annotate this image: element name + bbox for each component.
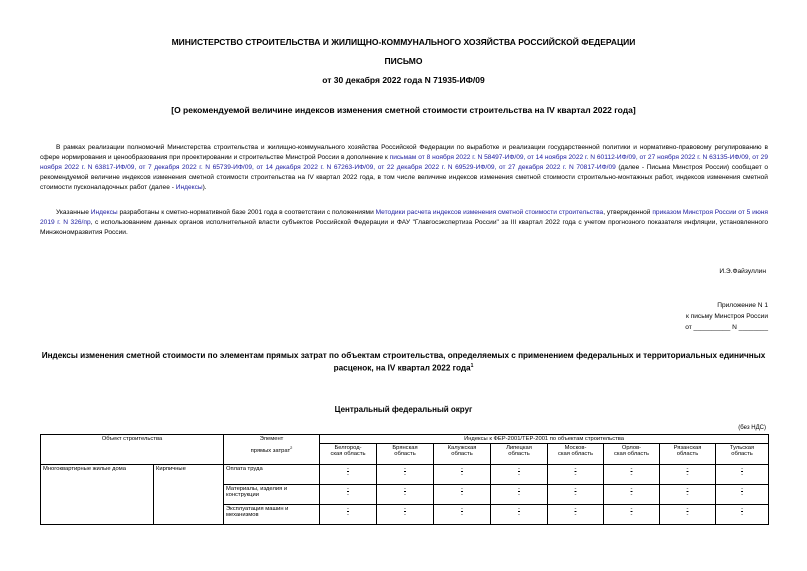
region-line2: ская область — [330, 451, 366, 457]
vat-note: (без НДС) — [738, 425, 766, 431]
document-type: ПИСЬМО — [384, 56, 423, 66]
value-bottom: - — [461, 472, 463, 478]
value-cell — [491, 485, 548, 505]
appendix-title: Приложение N 1 — [717, 302, 768, 309]
value-bottom: - — [574, 512, 577, 518]
value-top-text: - — [630, 506, 633, 512]
value-top-text: - — [630, 486, 633, 492]
value-top-text: - — [404, 506, 406, 512]
value-bottom: - — [461, 512, 463, 518]
value-top-text: - — [347, 466, 349, 472]
region-line1: Рязанская — [673, 445, 702, 451]
value-top-text: - — [630, 466, 633, 472]
region-line1: Тульская — [729, 445, 755, 451]
value-cell — [377, 465, 434, 485]
value-cell — [660, 485, 716, 505]
indices-table — [40, 434, 769, 525]
value-top-text: - — [461, 466, 463, 472]
value-bottom: - — [686, 512, 689, 518]
header-element-line2 — [226, 445, 317, 454]
value-top-text: - — [404, 486, 406, 492]
ministry-name: МИНИСТЕРСТВО СТРОИТЕЛЬСТВА И ЖИЛИЩНО-КОММУНАЛЬНОГО ХОЗЯЙСТВА РОССИЙСКОЙ ФЕДЕРАЦИИ — [171, 37, 636, 47]
value-bottom: - — [518, 492, 520, 498]
region-line1: Орлов- — [621, 445, 642, 451]
value-cell — [320, 485, 377, 505]
value-bottom: - — [347, 472, 349, 478]
value-cell — [320, 465, 377, 485]
appendix-block — [560, 300, 768, 333]
value-top-text: - — [347, 506, 349, 512]
value-top-text: - — [741, 486, 743, 492]
value-bottom: - — [741, 492, 743, 498]
link-order[interactable]: приказом Минстроя России от 5 июня 2019 г. N 326/пр — [40, 209, 769, 226]
value-cell — [660, 465, 716, 485]
header-region — [548, 444, 604, 465]
object-type-cell: Кирпичные — [154, 465, 224, 525]
value-top-text: - — [518, 486, 520, 492]
district-title: Центральный федеральный округ — [334, 405, 473, 414]
value-cell — [716, 465, 769, 485]
value-bottom: - — [404, 472, 406, 478]
value-cell — [548, 505, 604, 525]
element-cell: Оплата труда — [224, 465, 320, 485]
value-top-text: - — [461, 486, 463, 492]
paragraph-2-text-a: Указанные — [56, 209, 91, 216]
region-line1: Брянская — [392, 445, 418, 451]
value-bottom: - — [404, 512, 406, 518]
value-top-text: - — [686, 506, 689, 512]
value-bottom: - — [630, 472, 633, 478]
value-cell — [604, 505, 660, 525]
value-bottom: - — [630, 492, 633, 498]
header-region — [660, 444, 716, 465]
value-top-text: - — [686, 466, 689, 472]
value-top-text: - — [404, 466, 406, 472]
value-cell — [660, 505, 716, 525]
region-line2: область — [731, 451, 753, 457]
value-top-text: - — [686, 486, 689, 492]
header-region — [604, 444, 660, 465]
link-indices-2[interactable]: Индексы — [90, 209, 118, 216]
value-bottom: - — [518, 512, 520, 518]
value-cell — [548, 485, 604, 505]
value-top-text: - — [347, 486, 349, 492]
paragraph-1 — [40, 143, 768, 193]
value-cell — [377, 505, 434, 525]
value-top-text: - — [461, 506, 463, 512]
table-title-text: Индексы изменения сметной стоимости по элементам прямых затрат по объектам строительства, определяемых с применением федеральных и территориальных единичных расценок, на IV квартал 2022 года — [41, 351, 766, 373]
value-bottom: - — [574, 492, 577, 498]
value-top-text: - — [518, 506, 520, 512]
header-region — [716, 444, 769, 465]
value-cell — [604, 465, 660, 485]
header-element-line2-text: прямых затрат — [250, 447, 291, 454]
value-bottom: - — [518, 472, 520, 478]
paragraph-1-text-b: (далее - Письма Минстроя России) сообщает о рекомендуемой величине индексов изменения сметной стоимости строительства на IV квартал 2022 года, в том числе величине индексов изменения сметной стоимости строительно-монтажных работ, индексов изменения сметной стоимости пусконаладочных работ (далее - — [40, 164, 768, 191]
header-region — [434, 444, 491, 465]
appendix-ref: к письму Минстроя России — [685, 313, 768, 320]
value-cell — [716, 485, 769, 505]
region-line1: Калужская — [447, 445, 477, 451]
table-title-footnote-mark: 1 — [470, 363, 474, 369]
region-line2: область — [394, 451, 416, 457]
value-bottom: - — [404, 492, 406, 498]
link-methodology[interactable]: Методики расчета индексов изменения сметной стоимости строительства — [375, 209, 604, 216]
region-line1: Белгород- — [334, 445, 362, 451]
signature: И.Э.Файзуллин — [719, 268, 766, 275]
value-bottom: - — [347, 512, 349, 518]
value-cell — [604, 485, 660, 505]
element-cell: Эксплуатация машин и механизмов — [224, 505, 320, 525]
value-top-text: - — [574, 486, 577, 492]
paragraph-1-text-c: ). — [202, 184, 207, 191]
document-date-number: от 30 декабря 2022 года N 71935-ИФ/09 — [322, 75, 485, 85]
value-cell — [434, 485, 491, 505]
value-bottom: - — [741, 472, 743, 478]
value-top-text: - — [741, 466, 743, 472]
value-cell — [716, 505, 769, 525]
table-row — [41, 465, 769, 485]
value-cell — [320, 505, 377, 525]
value-bottom: - — [686, 472, 689, 478]
document-subject: [О рекомендуемой величине индексов изменения сметной стоимости строительства на IV квартал 2022 года] — [171, 105, 636, 115]
region-line2: ская область — [614, 451, 649, 457]
region-line1: Липецкая — [506, 445, 532, 451]
table-title — [30, 350, 777, 374]
value-cell — [434, 505, 491, 525]
header-region — [320, 444, 377, 465]
header-element-line1: Элемент — [259, 436, 284, 442]
value-top-text: - — [574, 506, 577, 512]
object-name-cell: Многоквартирные жилые дома — [41, 465, 154, 525]
header-region — [377, 444, 434, 465]
paragraph-2-text-d: , с использованием данных органов исполнительной власти субъектов Российской Федерации и ФАУ "Главгосэкспертиза России" за III квартал 2022 года с учетом прогнозного показателя инфляции, установленного Минэкономразвития России. — [40, 219, 768, 236]
header-object: Объект строительства — [41, 435, 224, 465]
value-bottom: - — [630, 512, 633, 518]
link-indices[interactable]: Индексы — [175, 184, 203, 191]
header-element-footnote-mark: 2 — [290, 445, 293, 450]
paragraph-1-text-a: В рамках реализации полномочий Министерства строительства и жилищно-коммунального хозяйства Российской Федерации по выработке и реализации государственной политики и нормативно-правовому регулированию в сфере нормирования и ценообразования при проектировании и строительстве Минстрой России в дополнение к — [40, 144, 768, 161]
paragraph-2 — [40, 208, 768, 238]
paragraph-2-text-c: , утвержденной — [603, 209, 653, 216]
value-top-text: - — [574, 466, 577, 472]
element-cell: Материалы, изделия и конструкции — [224, 485, 320, 505]
link-previous-letters[interactable]: письмам от 8 ноября 2022 г. N 58497-ИФ/09, от 14 ноября 2022 г. N 60112-ИФ/09, от 27 ноября 2022 г. N 63135-ИФ/09, от 29 ноября 2022 г. N 63817-ИФ/09, от 7 декабря 2022 г. N 65739-ИФ/09, от 14 декабря 2022 г. N 67263-ИФ/09, от 22 декабря 2022 г. N 69529-ИФ/09, от 27 декабря 2022 г. N 70817-ИФ/09 — [40, 154, 768, 171]
header-indices: Индексы к ФЕР-2001/ТЕР-2001 по объектам строительства — [320, 435, 769, 444]
header-element — [224, 435, 320, 465]
header-region — [491, 444, 548, 465]
value-bottom: - — [741, 512, 743, 518]
value-cell — [491, 505, 548, 525]
value-bottom: - — [461, 492, 463, 498]
value-bottom: - — [574, 472, 577, 478]
region-line2: ская область — [558, 451, 593, 457]
value-bottom: - — [347, 492, 349, 498]
region-line2: область — [451, 451, 473, 457]
appendix-date-number: от __________ N ________ — [685, 324, 768, 331]
region-line1: Москов- — [564, 445, 587, 451]
region-line2: область — [676, 451, 699, 457]
value-cell — [377, 485, 434, 505]
value-top-text: - — [518, 466, 520, 472]
region-line2: область — [508, 451, 530, 457]
value-cell — [491, 465, 548, 485]
paragraph-2-text-b: разработаны к сметно-нормативной базе 2001 года в соответствии с положениями — [117, 209, 376, 216]
value-bottom: - — [686, 492, 689, 498]
value-top-text: - — [741, 506, 743, 512]
value-cell — [548, 465, 604, 485]
value-cell — [434, 465, 491, 485]
